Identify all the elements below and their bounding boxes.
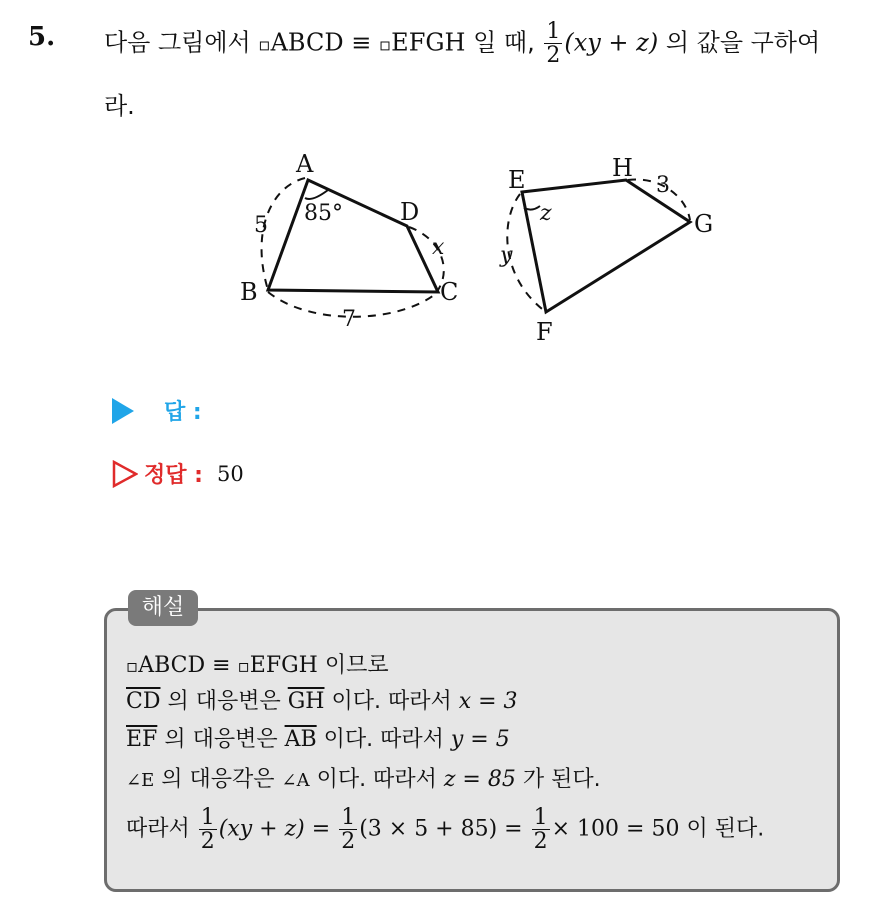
angle-e: ∠E	[126, 770, 155, 791]
side-ab-dashed-arc	[262, 178, 305, 290]
answer-row	[112, 395, 202, 426]
square-symbol: ▫	[126, 656, 139, 677]
vertex-label-a: A	[296, 150, 314, 178]
quadrilateral-efgh	[507, 179, 690, 312]
angle-a-arc	[305, 190, 328, 199]
vertex-label-d: D	[400, 198, 420, 226]
explanation-text: 의 대응각은	[154, 767, 282, 792]
segment-ef: $\overline{EF}$	[126, 727, 158, 752]
explanation-line-3	[126, 722, 510, 753]
angle-a: ∠A	[281, 770, 310, 791]
angle-e-label: z	[540, 201, 552, 226]
explanation-text: 이 된다.	[679, 816, 765, 842]
fraction-half	[199, 806, 217, 853]
explanation-text: 의 대응변은	[157, 727, 285, 752]
correct-answer-label: 정답 :	[144, 463, 203, 488]
vertex-label-h: H	[612, 154, 633, 182]
fraction-half	[339, 806, 357, 853]
explanation-congruence-right: EFGH	[249, 653, 318, 678]
fraction-half	[532, 806, 550, 853]
fraction-numerator: 1	[341, 805, 356, 830]
question-text-mid: 일 때,	[465, 28, 543, 57]
side-ef-label: y	[500, 243, 513, 268]
explanation-line-2	[126, 684, 518, 715]
vertex-label-f: F	[536, 318, 553, 346]
fraction-denominator: 2	[546, 43, 561, 69]
correct-answer-row	[112, 458, 244, 489]
segment-gh: $\overline{GH}$	[287, 689, 325, 714]
angle-a-label: 85°	[304, 201, 343, 226]
question-line-2: 라.	[104, 92, 135, 120]
side-cd-label: x	[432, 235, 445, 260]
equation-y: y = 5	[450, 727, 510, 752]
expression-1: (xy + z) =	[218, 816, 338, 842]
question-number: 5.	[28, 22, 56, 52]
explanation-text: 이다. 따라서	[309, 767, 444, 792]
vertex-label-e: E	[508, 166, 526, 194]
square-symbol: ▫	[237, 656, 250, 677]
question-text-start: 다음 그림에서	[104, 28, 259, 57]
explanation-text: 따라서	[126, 816, 197, 842]
vertex-label-b: B	[240, 278, 258, 306]
fraction-numerator: 1	[533, 805, 548, 830]
side-ab-label: 5	[254, 213, 268, 238]
equation-z: z = 85	[443, 767, 516, 792]
explanation-text: 의 대응변은	[160, 689, 288, 714]
question-text-end: 의 값을 구하여	[658, 28, 821, 57]
question-expression: (xy + z)	[564, 28, 659, 57]
correct-answer-value: 50	[216, 461, 244, 486]
explanation-text: 이다. 따라서	[324, 689, 459, 714]
segment-ab: $\overline{AB}$	[284, 727, 317, 752]
explanation-line-1	[126, 648, 389, 679]
fraction-denominator: 2	[341, 829, 356, 855]
congruence-right: EFGH	[391, 28, 466, 57]
quadrilateral-efgh-shape	[522, 180, 690, 312]
explanation-tag: 해설	[128, 590, 198, 626]
vertex-label-c: C	[440, 278, 459, 306]
play-arrow-icon	[112, 398, 134, 424]
side-hg-label: 3	[656, 173, 670, 198]
square-symbol: ▫	[378, 34, 392, 56]
outline-arrow-icon	[112, 460, 138, 488]
expression-2: (3 × 5 + 85) =	[359, 816, 530, 842]
segment-cd: $\overline{CD}$	[126, 689, 161, 714]
expression-3: × 100 = 50	[551, 816, 680, 842]
square-symbol: ▫	[258, 34, 271, 56]
quadrilateral-abcd-shape	[268, 180, 438, 292]
side-bc-label: 7	[342, 307, 356, 332]
congruent-quadrilaterals-figure	[0, 0, 884, 360]
explanation-text: 이다. 따라서	[316, 727, 451, 752]
congruence-left: ABCD ≡	[270, 28, 379, 57]
answer-label: 답 :	[164, 400, 202, 425]
explanation-text: 이므로	[317, 653, 389, 678]
explanation-line-5	[126, 806, 764, 853]
explanation-text: 가 된다.	[515, 767, 601, 792]
fraction-numerator: 1	[200, 805, 215, 830]
explanation-line-4	[126, 762, 601, 793]
fraction-denominator: 2	[200, 829, 215, 855]
explanation-congruence-left: ABCD ≡	[138, 653, 238, 678]
vertex-label-g: G	[694, 210, 714, 238]
fraction-denominator: 2	[533, 829, 548, 855]
fraction-numerator: 1	[546, 19, 561, 44]
equation-x: x = 3	[458, 689, 518, 714]
